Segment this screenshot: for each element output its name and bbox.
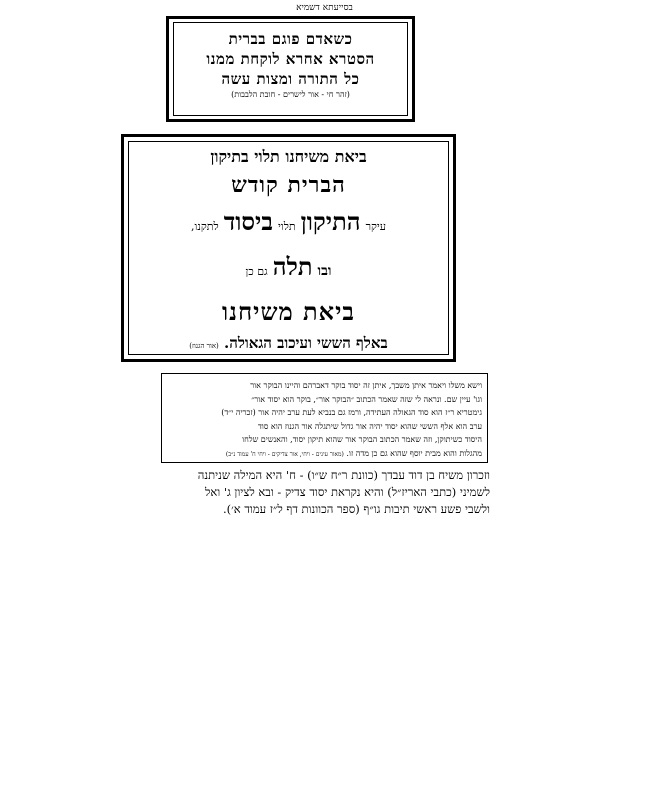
box2-line3-c: תלוי: [278, 220, 296, 233]
box2-line3-a: עיקר: [365, 220, 387, 233]
box2-line-2: הברית קודש: [231, 172, 346, 198]
box3-line-4: ערב הוא אלף הששי שהוא יסוד יהיה אור גדול שיתגלה אור הגנוז הוא סוד: [257, 421, 482, 431]
tail-paragraph: [150, 467, 490, 518]
box3-line-3: גימטריא ר״ז הוא סוד הגאולה העתידה, ורמז גם בנביא לעת ערב יהיה אור (זכריה י״ד): [221, 408, 482, 417]
box2-line6-source: (אור הגנוז): [189, 342, 219, 350]
box3-source: (מאור עינים - ויחי, אור צדיקים - ויחי ח' עמוד נ״ב): [225, 450, 344, 458]
box1-line-1: כשאדם פוגם בברית: [228, 30, 353, 48]
tail-line-3: ולשבי פשע ראשי תיבות גו״ף (ספר הכוונות דף ל״ז עמוד א׳).: [222, 502, 490, 516]
box3-line6-text: מהגלות והוא מבית יוסף שהוא גם כן מדה זו.: [346, 448, 482, 458]
box3-line-1: וישא משלו ויאמר איתן משבך, איתן זה יסוד בוקר דאברהם והיינו הבוקר אור: [250, 381, 482, 390]
box2-line3-b: התיקון: [300, 207, 361, 236]
box2-line3-e: לתקנו,: [190, 220, 219, 233]
box2-line4-c: גם כן: [245, 265, 268, 278]
box2-line3-d: ביסוד: [223, 207, 273, 236]
quote-box-1: [173, 22, 408, 116]
box2-line-6: [129, 332, 448, 357]
box2-line4-b: תלה: [272, 252, 313, 281]
box3-line-5: היסוד כשיתוקן, וזה שאמר הכתוב הבוקר אור שהוא תיקון יסוד, והאנשים שלחו: [242, 435, 482, 444]
box1-line-3: כל התורה ומצות עשה: [221, 70, 360, 88]
box2-line6-text: באלף הששי ועיכוב הגאולה.: [224, 334, 388, 352]
tail-line-2: לשמיני (כתבי האריז״ל) והיא נקראת יסוד צדיק - ובא לציון ג' ואל: [204, 485, 490, 499]
box3-line-2: וגו' עיין שם. ונראה לי שזה שאמר הכתוב ״הבוקר אור״, בוקר הוא יסוד אור״: [251, 394, 482, 404]
box3-line-6: [167, 447, 482, 462]
page-header: בסייעתא דשמיא: [296, 3, 353, 13]
box1-source: (זהר חי - אור לישרים - חובת הלבבות): [231, 90, 350, 99]
quote-box-2: [128, 141, 449, 355]
box2-line-5: ביאת משיחנו: [222, 297, 355, 326]
tail-line-1: וזכרון משיח בן דוד עבדך (כוונת ר״ח ש״ו) - ח' היא המילה שניתנה: [197, 468, 490, 482]
quote-box-3: [161, 373, 488, 463]
box2-line-1: ביאת משיחנו תלוי בתיקון: [210, 147, 367, 166]
box2-line4-a: ובו: [317, 263, 332, 279]
box2-line-4: [129, 247, 448, 292]
box2-line-3: [129, 202, 448, 247]
box1-line-2: הסטרא אחרא לוקחת ממנו: [206, 50, 375, 68]
